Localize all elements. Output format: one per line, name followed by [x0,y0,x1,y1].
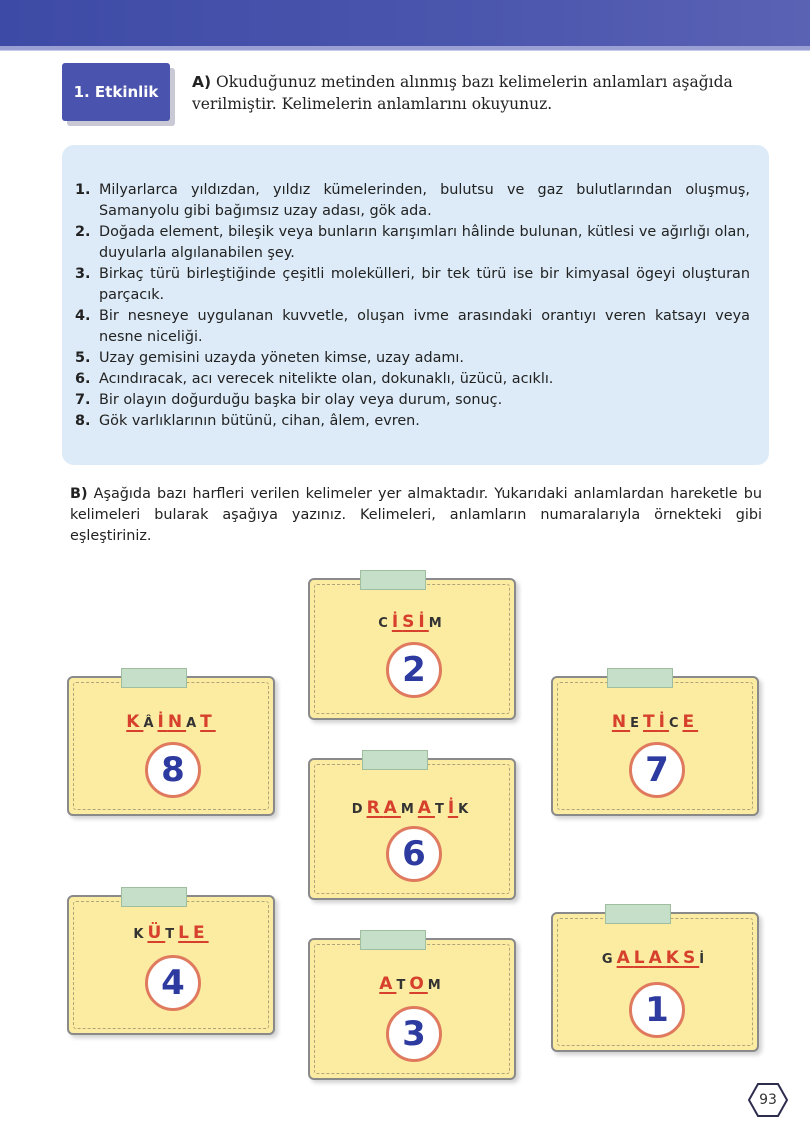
given-letter: E [192,923,209,943]
missing-letter-slot: K [133,927,148,942]
word-letters [310,974,514,994]
definition-item [75,369,750,390]
tape-strip [121,887,187,907]
definition-number: 4. [75,308,91,324]
header-rule-thin [0,50,810,51]
missing-letter-slot: G [601,952,617,967]
definition-number: 3. [75,266,91,282]
word-letters [69,923,273,943]
page-number-text: 93 [759,1092,777,1108]
given-letter: A [383,798,401,818]
definition-number: 2. [75,224,91,240]
definition-item [75,222,750,264]
match-number: 6 [386,826,442,882]
given-letter: R [366,798,384,818]
match-number: 3 [386,1006,442,1062]
missing-letter-slot: C [378,616,392,631]
definition-item [75,390,750,411]
word-letters [553,712,757,732]
missing-letter-slot: M [427,978,445,993]
given-letter: S [402,612,419,632]
word-letters [69,712,273,732]
match-number: 2 [386,642,442,698]
missing-letter-slot: M [400,802,418,817]
definition-text: Bir nesneye uygulanan kuvvetle, oluşan ivme arasındaki orantıyı veren katsayı veya nesne niceliği. [99,308,750,345]
missing-letter-slot: T [396,978,410,993]
word-card-atom [308,938,516,1080]
given-letter: E [682,712,699,732]
missing-letter-slot: İ [699,952,709,967]
definition-text: Gök varlıklarının bütünü, cihan, âlem, evren. [99,413,420,429]
part-a-label: A) [192,73,212,91]
given-letter: K [665,948,683,968]
activity-badge: 1. Etkinlik [62,63,170,121]
part-a-text: Okuduğunuz metinden alınmış bazı kelimelerin anlamları aşağıda verilmiştir. Kelimelerin anlamlarını okuyunuz. [192,73,733,113]
given-letter: S [682,948,700,968]
part-b-instructions [70,484,762,547]
match-number: 4 [145,955,201,1011]
given-letter: A [379,974,397,994]
definition-number: 6. [75,371,91,387]
definition-item [75,180,750,222]
definition-item [75,411,750,432]
page-number [747,1082,789,1118]
definition-number: 5. [75,350,91,366]
given-letter: A [417,798,435,818]
part-a-intro [192,71,762,115]
tape-strip [121,668,187,688]
match-number: 7 [629,742,685,798]
missing-letter-slot: M [428,616,446,631]
tape-strip [360,570,426,590]
given-letter: İ [447,798,459,818]
word-letters [553,948,757,968]
definition-number: 1. [75,182,91,198]
match-number: 1 [629,982,685,1038]
given-letter: L [633,948,649,968]
word-card-netice [551,676,759,816]
tape-strip [362,750,428,770]
given-letter: O [409,974,428,994]
missing-letter-slot: E [630,716,643,731]
word-card-kutle [67,895,275,1035]
given-letter: K [126,712,144,732]
definition-text: Bir olayın doğurduğu başka bir olay veya durum, sonuç. [99,392,503,408]
given-letter: A [648,948,666,968]
given-letter: İ [157,712,168,732]
header-band [0,0,810,46]
given-letter: L [178,923,193,943]
missing-letter-slot: K [458,802,473,817]
given-letter: İ [418,612,429,632]
part-b-label: B) [70,486,88,502]
definitions-list [75,180,750,432]
definition-number: 8. [75,413,91,429]
word-letters [310,612,514,632]
match-number: 8 [145,742,201,798]
missing-letter-slot: C [668,716,683,731]
given-letter: Ü [147,923,166,943]
word-letters [310,798,514,818]
missing-letter-slot: D [351,802,367,817]
word-card-dramatik [308,758,516,900]
given-letter: T [200,712,216,732]
given-letter: İ [658,712,669,732]
given-letter: İ [391,612,403,632]
word-card-cisim [308,578,516,720]
given-letter: N [611,712,631,732]
given-letter: T [643,712,659,732]
definition-text: Birkaç türü birleştiğinde çeşitli molekülleri, bir tek türü ise bir kimyasal ögeyi oluşturan parçacık. [99,266,750,303]
given-letter: N [167,712,187,732]
definition-text: Milyarlarca yıldızdan, yıldız kümelerinden, bulutsu ve gaz bulutlarından oluşmuş, Samanyolu gibi bağımsız uzay adası, gök ada. [99,182,750,219]
missing-letter-slot: A [186,716,201,731]
definition-item [75,264,750,306]
missing-letter-slot: Â [143,716,158,731]
definition-text: Uzay gemisini uzayda yöneten kimse, uzay adamı. [99,350,465,366]
part-b-text: Aşağıda bazı harfleri verilen kelimeler yer almaktadır. Yukarıdaki anlamlardan hareketle bu kelimeleri bularak aşağıya yazınız. Kelimeleri, anlamların numaralarıyla örnekteki gibi eşleştiriniz. [70,486,762,544]
word-card-kainat [67,676,275,816]
missing-letter-slot: T [165,927,179,942]
definition-item [75,306,750,348]
missing-letter-slot: T [434,802,448,817]
word-card-galaksi [551,912,759,1052]
given-letter: A [616,948,634,968]
tape-strip [605,904,671,924]
definition-item [75,348,750,369]
definition-text: Acındıracak, acı verecek nitelikte olan, dokunaklı, üzücü, acıklı. [99,371,554,387]
tape-strip [607,668,673,688]
tape-strip [360,930,426,950]
definition-number: 7. [75,392,91,408]
definition-text: Doğada element, bileşik veya bunların karışımları hâlinde bulunan, kütlesi ve ağırlığı olan, duyularla algılanabilen şey. [99,224,750,261]
